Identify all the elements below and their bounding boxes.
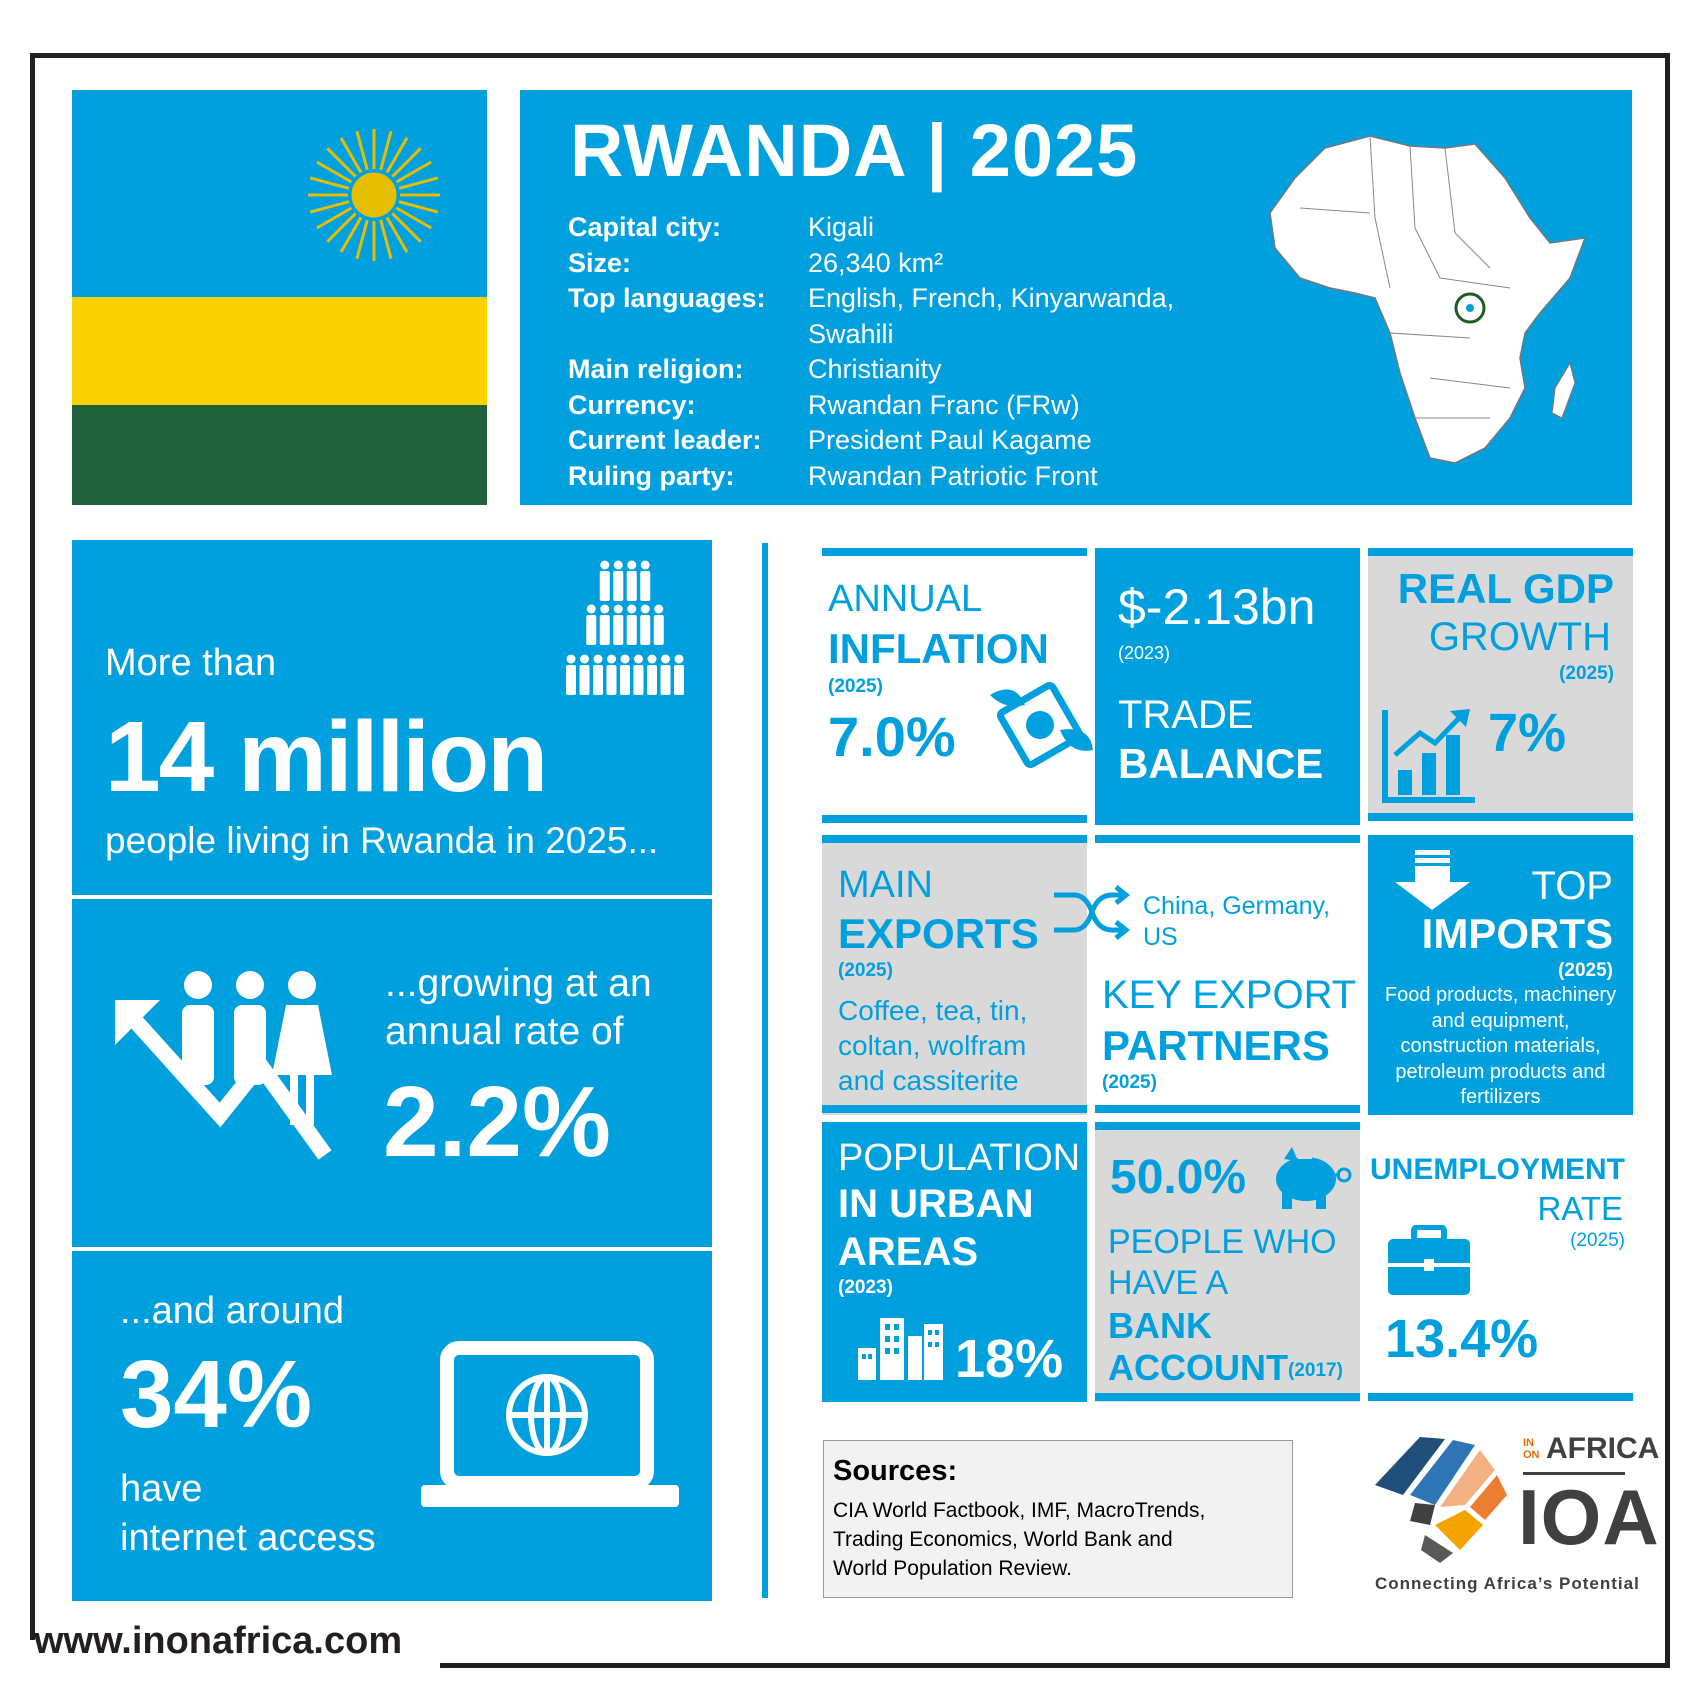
urban-title-2: IN URBAN [838, 1182, 1034, 1226]
sources-box [823, 1440, 1293, 1598]
fact-row [568, 354, 1228, 390]
tile-border [1095, 835, 1360, 843]
bank-line-2: HAVE A [1108, 1264, 1229, 1302]
fact-label: Current leader: [568, 425, 762, 455]
facts-list [568, 212, 1228, 496]
trade-title-2: BALANCE [1118, 740, 1324, 787]
partners-countries-1: China, Germany, [1143, 892, 1331, 920]
imports-item: fertilizers [1460, 1086, 1541, 1108]
sun-icon [304, 125, 444, 265]
fact-label: Capital city: [568, 212, 722, 242]
growth-intro-2: annual rate of [385, 1010, 624, 1053]
fact-row [568, 461, 1228, 497]
crowd-icon [560, 558, 690, 708]
exports-item: coltan, wolfram [838, 1030, 1027, 1061]
unemployment-value: 13.4% [1385, 1309, 1539, 1369]
tile-border [822, 835, 1087, 843]
fact-label: Top languages: [568, 283, 766, 313]
imports-item: Food products, machinery [1384, 984, 1617, 1006]
fact-value: Kigali [808, 212, 875, 242]
inflation-year: (2025) [828, 676, 883, 697]
bank-value: 50.0% [1110, 1151, 1247, 1204]
gdp-value: 7% [1488, 703, 1567, 763]
imports-item: construction materials, [1400, 1035, 1601, 1057]
tile-border [822, 548, 1087, 556]
page-title: RWANDA | 2025 [570, 109, 1139, 192]
fact-row [568, 319, 1228, 355]
fact-label: Currency: [568, 389, 696, 420]
imports-title-1: TOP [1531, 864, 1613, 908]
urban-value: 18% [955, 1329, 1064, 1389]
tile-border [1095, 1122, 1360, 1130]
unemployment-title-1: UNEMPLOYMENT [1370, 1153, 1625, 1186]
population-outro: people living in Rwanda in 2025... [105, 820, 659, 861]
shuffle-icon [1052, 885, 1132, 940]
imports-year: (2025) [1558, 960, 1613, 981]
fact-value: Swahili [808, 318, 894, 349]
population-value: 14 million [105, 701, 547, 813]
fact-value: Rwandan Patriotic Front [808, 460, 1098, 491]
fact-value: President Paul Kagame [808, 425, 1092, 455]
bank-line-3: BANK [1108, 1305, 1212, 1346]
gdp-title-1: REAL GDP [1397, 565, 1614, 612]
fact-value: Rwandan Franc (FRw) [808, 389, 1080, 420]
exports-items [838, 993, 1027, 1098]
tile-border [1368, 813, 1633, 821]
flag-yellow-band [72, 297, 487, 405]
population-growth-icon [110, 965, 340, 1165]
exports-item: and cassiterite [838, 1065, 1019, 1096]
footer-url[interactable]: www.inonafrica.com [34, 1620, 403, 1662]
gdp-title-2: GROWTH [1428, 615, 1611, 659]
column-divider [762, 543, 768, 1598]
bank-line-1: PEOPLE WHO [1108, 1223, 1337, 1261]
bank-line-4: ACCOUNT [1108, 1347, 1288, 1388]
urban-title-1: POPULATION [838, 1137, 1081, 1179]
exports-item: Coffee, tea, tin, [838, 995, 1028, 1026]
internet-outro-1: have [120, 1468, 203, 1510]
fact-value: Christianity [808, 354, 942, 384]
africa-logo-icon [1375, 1435, 1510, 1565]
rwanda-flag [72, 90, 487, 505]
growth-chart-icon [1380, 705, 1480, 805]
tile-border [1095, 1105, 1360, 1113]
partners-title-1: KEY EXPORT [1102, 973, 1357, 1017]
fact-label: Main religion: [568, 354, 744, 384]
urban-year: (2023) [838, 1277, 893, 1298]
sources-heading: Sources: [833, 1455, 958, 1487]
internet-value: 34% [120, 1341, 313, 1448]
trade-title-1: TRADE [1118, 693, 1254, 737]
exports-title-1: MAIN [838, 864, 933, 906]
logo-tagline: Connecting Africa’s Potential [1375, 1574, 1640, 1593]
logo-top: AFRICA [1546, 1432, 1660, 1465]
flying-money-icon [985, 675, 1095, 775]
trade-year: (2023) [1118, 643, 1171, 663]
fact-label: Ruling party: [568, 460, 735, 491]
sources-line: World Population Review. [833, 1557, 1072, 1580]
arrow-down-icon [1395, 850, 1470, 910]
imports-item: and equipment, [1431, 1009, 1570, 1032]
partners-year: (2025) [1102, 1072, 1157, 1093]
partners-title-2: PARTNERS [1102, 1022, 1330, 1069]
bank-year: (2017) [1288, 1360, 1343, 1381]
exports-year: (2025) [838, 960, 893, 981]
city-buildings-icon [858, 1318, 943, 1380]
growth-value: 2.2% [383, 1066, 611, 1178]
fact-row [568, 212, 1228, 248]
tile-border [1095, 1393, 1360, 1401]
inflation-title-1: ANNUAL [828, 578, 983, 620]
unemployment-title-2: RATE [1537, 1190, 1623, 1227]
urban-title-3: AREAS [838, 1230, 979, 1274]
trade-value: $-2.13bn [1118, 579, 1316, 635]
fact-row [568, 425, 1228, 461]
tile-border [822, 1105, 1087, 1113]
fact-label: Size: [568, 247, 632, 278]
inflation-title-2: INFLATION [828, 625, 1049, 672]
fact-row [568, 283, 1228, 319]
growth-intro-1: ...growing at an [385, 962, 652, 1005]
exports-title-2: EXPORTS [838, 910, 1039, 957]
briefcase-icon [1388, 1225, 1470, 1295]
population-intro: More than [105, 642, 277, 684]
internet-intro: ...and around [120, 1290, 344, 1332]
imports-items [1368, 983, 1633, 1111]
logo-main: IOA [1518, 1473, 1660, 1561]
fact-row [568, 248, 1228, 284]
fact-value: English, French, Kinyarwanda, [808, 283, 1175, 313]
fact-value: 26,340 km² [808, 247, 944, 278]
sources-line: CIA World Factbook, IMF, MacroTrends, [833, 1499, 1206, 1522]
internet-outro-2: internet access [120, 1517, 376, 1559]
imports-item: petroleum products and [1395, 1060, 1606, 1083]
laptop-icon [415, 1340, 685, 1510]
tile-border [1368, 548, 1633, 556]
unemployment-year: (2025) [1570, 1230, 1625, 1251]
africa-outline [1270, 136, 1585, 463]
partners-countries-2: US [1143, 923, 1178, 951]
sources-line: Trading Economics, World Bank and [833, 1528, 1173, 1551]
piggy-bank-icon [1268, 1145, 1356, 1213]
inflation-value: 7.0% [828, 705, 956, 768]
imports-title-2: IMPORTS [1421, 910, 1613, 957]
africa-map [1240, 118, 1600, 478]
gdp-year: (2025) [1559, 663, 1614, 684]
flag-green-band [72, 405, 487, 505]
logo-small: IN ON [1523, 1437, 1540, 1461]
tile-border [822, 815, 1087, 823]
tile-border [1368, 1393, 1633, 1401]
fact-label [568, 319, 808, 355]
fact-row [568, 390, 1228, 426]
